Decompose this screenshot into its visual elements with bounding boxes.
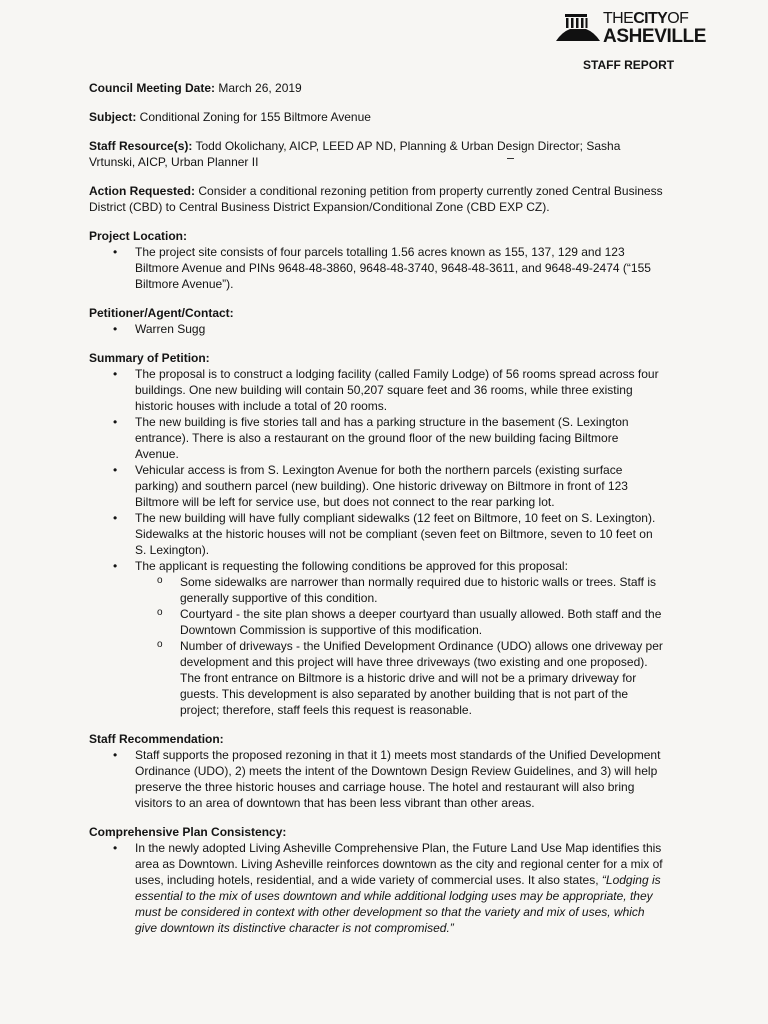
project-location-heading: Project Location: bbox=[89, 229, 188, 243]
comprehensive-plan-heading: Comprehensive Plan Consistency: bbox=[89, 825, 287, 839]
conditions-intro: The applicant is requesting the following conditions be approved for this proposal: bbox=[135, 559, 568, 573]
city-hall-icon bbox=[556, 10, 600, 42]
subject-label: Subject: bbox=[89, 110, 137, 124]
meeting-date bbox=[89, 80, 664, 96]
summary-list bbox=[89, 366, 664, 718]
action-requested-label: Action Requested: bbox=[89, 184, 196, 198]
staff-resources-label: Staff Resource(s): bbox=[89, 139, 193, 153]
staff-recommendation-heading: Staff Recommendation: bbox=[89, 732, 224, 746]
city-of-asheville-logo bbox=[556, 6, 707, 48]
meeting-date-value: March 26, 2019 bbox=[215, 81, 302, 95]
conditions-list bbox=[135, 574, 664, 718]
sub-list-item: o Number of driveways - the Unified Development Ordinance (UDO) allows one driveway per development and this project will have three driveways (two existing and one proposed). The front entrance on Biltmore is a historic drive and will not be a primary driveway for guests. This development is also separated by another building that is not part of the project; therefore, staff feels this request is reasonable. bbox=[135, 638, 664, 718]
petitioner-list bbox=[89, 321, 664, 337]
list-item: • Warren Sugg bbox=[89, 321, 664, 337]
petitioner-heading: Petitioner/Agent/Contact: bbox=[89, 306, 234, 320]
list-item: • The project site consists of four parcels totalling 1.56 acres known as 155, 137, 129 and 123 Biltmore Avenue and PINs 9648-48-3860, 9648-48-3740, 9648-48-3611, and 9648-49-2474 (“155 Biltmore Avenue”). bbox=[89, 244, 664, 292]
list-item bbox=[89, 558, 664, 718]
list-item: • The new building is five stories tall and has a parking structure in the basement (S. Lexington entrance). There is also a restaurant on the ground floor of the new building facing Biltmore Avenue. bbox=[89, 414, 664, 462]
report-body bbox=[89, 80, 664, 949]
logo-text-asheville: ASHEVILLE bbox=[603, 26, 707, 47]
comprehensive-plan-list bbox=[89, 840, 664, 936]
comprehensive-plan-quote: “Lodging is essential to the mix of uses downtown and while additional lodging uses may be appropriate, they must be considered in context with other development so that the variety and mix of uses, which give downtown its distinctive character is not compromised.” bbox=[135, 873, 661, 935]
subject-value: Conditional Zoning for 155 Biltmore Avenue bbox=[136, 110, 371, 124]
staff-resources-value: Todd Okolichany, AICP, LEED AP ND, Planning & Urban Design Director; Sasha Vrtunski, AICP, Urban Planner II bbox=[89, 139, 621, 169]
logo-of: OF bbox=[667, 10, 689, 27]
subject bbox=[89, 109, 664, 125]
summary-heading: Summary of Petition: bbox=[89, 351, 210, 365]
meeting-date-label: Council Meeting Date: bbox=[89, 81, 216, 95]
list-item bbox=[89, 840, 664, 936]
list-item: • Staff supports the proposed rezoning in that it 1) meets most standards of the Unified Development Ordinance (UDO), 2) meets the intent of the Downtown Design Review Guidelines, and 3) will help preserve the three historic houses and carriage house. The hotel and restaurant will also bring visitors to an area of downtown that has been less vibrant than other areas. bbox=[89, 747, 664, 811]
list-item: • Vehicular access is from S. Lexington Avenue for both the northern parcels (existing surface parking) and southern parcel (new building). One historic driveway on Biltmore in front of 123 Biltmore will be left for service use, but does not connect to the rear parking lot. bbox=[89, 462, 664, 510]
logo-text-top bbox=[603, 11, 688, 27]
staff-recommendation-list bbox=[89, 747, 664, 811]
sub-list-item: o Some sidewalks are narrower than normally required due to historic walls or trees. Staff is generally supportive of this condition. bbox=[135, 574, 664, 606]
action-requested-value: Consider a conditional rezoning petition from property currently zoned Central Business District (CBD) to Central Business District Expansion/Conditional Zone (CBD EXP CZ). bbox=[89, 184, 663, 214]
comprehensive-plan-text: In the newly adopted Living Asheville Comprehensive Plan, the Future Land Use Map identifies this area as Downtown. Living Asheville reinforces downtown as the city and regional center for a mix of uses, including hotels, residential, and a wide variety of commercial uses. It also states, bbox=[135, 841, 663, 887]
action-requested bbox=[89, 183, 664, 215]
sub-list-item: o Courtyard - the site plan shows a deeper courtyard than usually allowed. Both staff and the Downtown Commission is supportive of this modification. bbox=[135, 606, 664, 638]
logo-city: CITY bbox=[633, 10, 668, 27]
staff-report-label: STAFF REPORT bbox=[583, 58, 675, 72]
list-item: • The proposal is to construct a lodging facility (called Family Lodge) of 56 rooms spread across four buildings. One new building will contain 50,207 square feet and 36 rooms, while three existing historic houses with include a total of 20 rooms. bbox=[89, 366, 664, 414]
logo-the: THE bbox=[603, 10, 634, 27]
staff-resources bbox=[89, 138, 664, 170]
project-location-list bbox=[89, 244, 664, 292]
list-item: • The new building will have fully compliant sidewalks (12 feet on Biltmore, 10 feet on S. Lexington). Sidewalks at the historic houses will not be compliant (seven feet on Biltmore, seven to 10 feet on S. Lexington). bbox=[89, 510, 664, 558]
